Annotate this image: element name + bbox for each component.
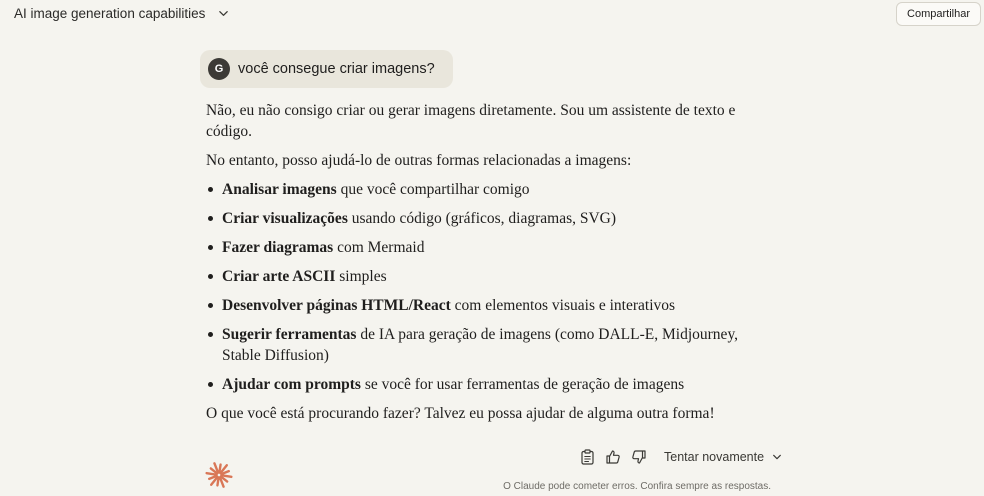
disclaimer: O Claude pode cometer erros. Confira sempre as respostas.: [503, 481, 771, 492]
list-item-bold: Analisar imagens: [222, 181, 337, 198]
list-item-bold: Criar arte ASCII: [222, 268, 336, 285]
list-item-bold: Fazer diagramas: [222, 239, 334, 256]
message-actions: [578, 446, 782, 468]
list-item: [222, 237, 766, 258]
user-message: [200, 50, 453, 88]
conversation-title-menu[interactable]: [14, 6, 229, 21]
list-item-text: simples: [335, 268, 387, 285]
top-bar: [0, 0, 984, 30]
chevron-down-icon: [217, 8, 229, 20]
response-list: [206, 179, 766, 395]
response-intro: Não, eu não consigo criar ou gerar imagens diretamente. Sou um assistente de texto e código.: [206, 102, 736, 140]
response-lead: No entanto, posso ajudá-lo de outras formas relacionadas a imagens:: [206, 152, 632, 169]
list-item-bold: Ajudar com prompts: [222, 376, 361, 393]
list-item: [222, 374, 766, 395]
retry-label: Tentar novamente: [664, 450, 765, 464]
list-item: [222, 295, 766, 316]
list-item: [222, 179, 766, 200]
list-item-text: se você for usar ferramentas de geração de imagens: [360, 376, 685, 393]
list-item-bold: Sugerir ferramentas: [222, 326, 357, 343]
assistant-response: [206, 100, 766, 432]
conversation-title: AI image generation capabilities: [14, 6, 206, 21]
list-item: [222, 266, 766, 287]
list-item: [222, 324, 766, 366]
list-item-text: com Mermaid: [333, 239, 425, 256]
avatar: G: [208, 58, 230, 80]
chevron-down-icon: [772, 452, 782, 462]
list-item-text: de IA para geração de imagens (como DALL-E, Midjourney, Stable Diffusion): [222, 326, 739, 364]
thumbs-up-icon[interactable]: [604, 448, 622, 466]
list-item-bold: Criar visualizações: [222, 210, 348, 227]
list-item-text: que você compartilhar comigo: [336, 181, 530, 198]
clipboard-icon[interactable]: [578, 448, 596, 466]
thumbs-down-icon[interactable]: [630, 448, 648, 466]
list-item: [222, 208, 766, 229]
user-message-text: você consegue criar imagens?: [238, 61, 435, 77]
claude-spark-icon: [205, 461, 233, 489]
response-closing: O que você está procurando fazer? Talvez eu possa ajudar de alguma outra forma!: [206, 405, 715, 422]
share-button[interactable]: Compartilhar: [896, 2, 981, 26]
list-item-text: usando código (gráficos, diagramas, SVG): [347, 210, 617, 227]
list-item-text: com elementos visuais e interativos: [450, 297, 676, 314]
list-item-bold: Desenvolver páginas HTML/React: [222, 297, 451, 314]
retry-button[interactable]: [664, 450, 782, 464]
